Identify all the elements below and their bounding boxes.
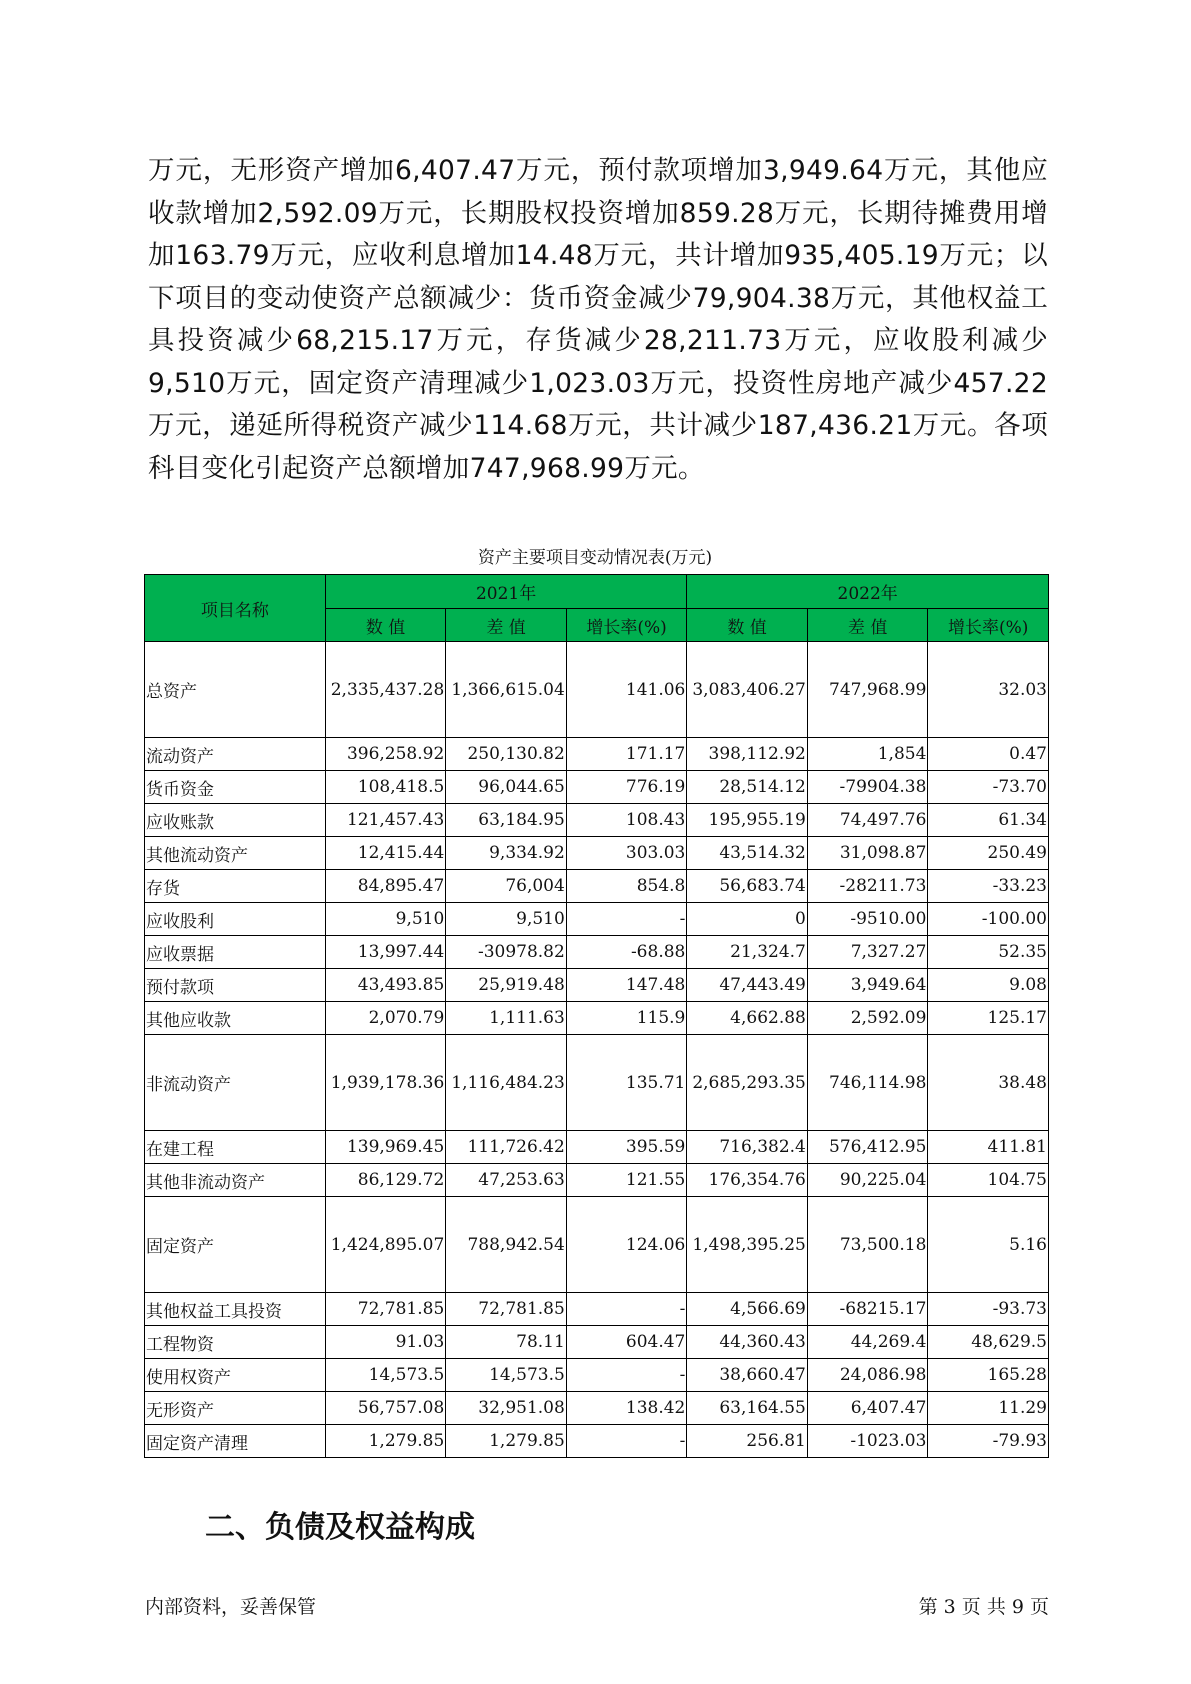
cell-value-2021: 56,757.08 xyxy=(325,1392,446,1425)
cell-diff-2021: 47,253.63 xyxy=(446,1164,567,1197)
cell-diff-2022: 24,086.98 xyxy=(807,1359,928,1392)
cell-rate-2022: 125.17 xyxy=(928,1002,1049,1035)
cell-value-2021: 14,573.5 xyxy=(325,1359,446,1392)
cell-rate-2021: 171.17 xyxy=(566,738,687,771)
cell-diff-2021: 76,004 xyxy=(446,870,567,903)
row-item-name: 其他权益工具投资 xyxy=(145,1293,326,1326)
row-item-name: 应收股利 xyxy=(145,903,326,936)
cell-diff-2021: 1,116,484.23 xyxy=(446,1035,567,1131)
cell-value-2022: 398,112.92 xyxy=(687,738,808,771)
header-value-2022: 数 值 xyxy=(687,609,808,642)
cell-rate-2022: -33.23 xyxy=(928,870,1049,903)
cell-diff-2022: -9510.00 xyxy=(807,903,928,936)
asset-change-table xyxy=(144,574,1049,1458)
cell-rate-2021: 108.43 xyxy=(566,804,687,837)
table-row xyxy=(145,1425,1049,1458)
row-item-name: 其他流动资产 xyxy=(145,837,326,870)
cell-rate-2022: -100.00 xyxy=(928,903,1049,936)
row-item-name: 固定资产 xyxy=(145,1197,326,1293)
table-row xyxy=(145,1164,1049,1197)
table-row xyxy=(145,936,1049,969)
cell-rate-2021: 141.06 xyxy=(566,642,687,738)
cell-diff-2021: 32,951.08 xyxy=(446,1392,567,1425)
cell-diff-2022: 747,968.99 xyxy=(807,642,928,738)
header-diff-2021: 差 值 xyxy=(446,609,567,642)
body-paragraph: 万元，无形资产增加6,407.47万元，预付款项增加3,949.64万元，其他应收款增加2,592.09万元，长期股权投资增加859.28万元，长期待摊费用增加163.79万元，应收利息增加14.48万元，共计增加935,405.19万元；以下项目的变动使资产总额减少：货币资金减少79,904.38万元，其他权益工具投资减少68,215.17万元，存货减少28,211.73万元，应收股利减少9,510万元，固定资产清理减少1,023.03万元，投资性房地产减少457.22万元，递延所得税资产减少114.68万元，共计减少187,436.21万元。各项科目变化引起资产总额增加747,968.99万元。 xyxy=(148,155,1048,484)
row-item-name: 应收票据 xyxy=(145,936,326,969)
table-row xyxy=(145,1131,1049,1164)
table-row xyxy=(145,642,1049,738)
cell-rate-2022: 5.16 xyxy=(928,1197,1049,1293)
header-value-2021: 数 值 xyxy=(325,609,446,642)
cell-diff-2021: 788,942.54 xyxy=(446,1197,567,1293)
header-rate-2022: 增长率(%) xyxy=(928,609,1049,642)
cell-diff-2021: 78.11 xyxy=(446,1326,567,1359)
cell-rate-2022: -73.70 xyxy=(928,771,1049,804)
cell-rate-2022: 38.48 xyxy=(928,1035,1049,1131)
cell-rate-2021: 124.06 xyxy=(566,1197,687,1293)
row-item-name: 流动资产 xyxy=(145,738,326,771)
cell-diff-2022: -68215.17 xyxy=(807,1293,928,1326)
cell-value-2021: 2,070.79 xyxy=(325,1002,446,1035)
cell-rate-2022: -79.93 xyxy=(928,1425,1049,1458)
table-row xyxy=(145,1293,1049,1326)
cell-rate-2021: -68.88 xyxy=(566,936,687,969)
cell-value-2021: 13,997.44 xyxy=(325,936,446,969)
cell-value-2022: 0 xyxy=(687,903,808,936)
cell-value-2021: 91.03 xyxy=(325,1326,446,1359)
row-item-name: 预付款项 xyxy=(145,969,326,1002)
cell-value-2022: 56,683.74 xyxy=(687,870,808,903)
cell-diff-2022: -79904.38 xyxy=(807,771,928,804)
cell-value-2022: 47,443.49 xyxy=(687,969,808,1002)
table-row xyxy=(145,771,1049,804)
cell-value-2021: 1,424,895.07 xyxy=(325,1197,446,1293)
row-item-name: 使用权资产 xyxy=(145,1359,326,1392)
cell-diff-2021: 96,044.65 xyxy=(446,771,567,804)
cell-value-2022: 63,164.55 xyxy=(687,1392,808,1425)
table-row xyxy=(145,804,1049,837)
table-row xyxy=(145,1197,1049,1293)
cell-rate-2021: - xyxy=(566,1293,687,1326)
header-item-name: 项目名称 xyxy=(145,575,326,642)
cell-rate-2022: 11.29 xyxy=(928,1392,1049,1425)
cell-value-2022: 44,360.43 xyxy=(687,1326,808,1359)
cell-diff-2022: 74,497.76 xyxy=(807,804,928,837)
cell-rate-2021: 115.9 xyxy=(566,1002,687,1035)
cell-diff-2022: 3,949.64 xyxy=(807,969,928,1002)
cell-value-2021: 72,781.85 xyxy=(325,1293,446,1326)
cell-rate-2021: - xyxy=(566,903,687,936)
header-rate-2021: 增长率(%) xyxy=(566,609,687,642)
cell-diff-2021: 250,130.82 xyxy=(446,738,567,771)
cell-diff-2021: 1,366,615.04 xyxy=(446,642,567,738)
cell-value-2022: 195,955.19 xyxy=(687,804,808,837)
cell-rate-2021: 854.8 xyxy=(566,870,687,903)
row-item-name: 固定资产清理 xyxy=(145,1425,326,1458)
cell-rate-2021: 776.19 xyxy=(566,771,687,804)
cell-diff-2022: 2,592.09 xyxy=(807,1002,928,1035)
cell-rate-2021: 604.47 xyxy=(566,1326,687,1359)
cell-rate-2021: 395.59 xyxy=(566,1131,687,1164)
cell-rate-2022: 250.49 xyxy=(928,837,1049,870)
table-row xyxy=(145,1359,1049,1392)
cell-value-2022: 4,662.88 xyxy=(687,1002,808,1035)
cell-value-2021: 84,895.47 xyxy=(325,870,446,903)
table-row xyxy=(145,837,1049,870)
cell-diff-2022: 746,114.98 xyxy=(807,1035,928,1131)
header-diff-2022: 差 值 xyxy=(807,609,928,642)
cell-rate-2022: -93.73 xyxy=(928,1293,1049,1326)
cell-value-2021: 43,493.85 xyxy=(325,969,446,1002)
header-year-2021: 2021年 xyxy=(325,575,687,609)
table-row xyxy=(145,969,1049,1002)
cell-value-2021: 9,510 xyxy=(325,903,446,936)
cell-diff-2022: -28211.73 xyxy=(807,870,928,903)
row-item-name: 工程物资 xyxy=(145,1326,326,1359)
cell-value-2022: 256.81 xyxy=(687,1425,808,1458)
row-item-name: 货币资金 xyxy=(145,771,326,804)
cell-rate-2022: 32.03 xyxy=(928,642,1049,738)
header-year-2022: 2022年 xyxy=(687,575,1049,609)
cell-value-2022: 716,382.4 xyxy=(687,1131,808,1164)
cell-diff-2021: -30978.82 xyxy=(446,936,567,969)
cell-diff-2021: 1,279.85 xyxy=(446,1425,567,1458)
row-item-name: 总资产 xyxy=(145,642,326,738)
cell-value-2022: 2,685,293.35 xyxy=(687,1035,808,1131)
cell-diff-2022: 7,327.27 xyxy=(807,936,928,969)
cell-rate-2021: - xyxy=(566,1425,687,1458)
cell-rate-2021: 135.71 xyxy=(566,1035,687,1131)
cell-diff-2021: 111,726.42 xyxy=(446,1131,567,1164)
cell-rate-2022: 165.28 xyxy=(928,1359,1049,1392)
cell-value-2021: 121,457.43 xyxy=(325,804,446,837)
cell-rate-2022: 9.08 xyxy=(928,969,1049,1002)
cell-diff-2022: 6,407.47 xyxy=(807,1392,928,1425)
cell-value-2021: 12,415.44 xyxy=(325,837,446,870)
row-item-name: 无形资产 xyxy=(145,1392,326,1425)
cell-diff-2022: 90,225.04 xyxy=(807,1164,928,1197)
cell-rate-2021: - xyxy=(566,1359,687,1392)
cell-rate-2022: 411.81 xyxy=(928,1131,1049,1164)
cell-diff-2022: 73,500.18 xyxy=(807,1197,928,1293)
cell-value-2022: 4,566.69 xyxy=(687,1293,808,1326)
cell-value-2021: 2,335,437.28 xyxy=(325,642,446,738)
cell-rate-2022: 0.47 xyxy=(928,738,1049,771)
cell-diff-2021: 72,781.85 xyxy=(446,1293,567,1326)
cell-value-2021: 1,279.85 xyxy=(325,1425,446,1458)
cell-diff-2021: 14,573.5 xyxy=(446,1359,567,1392)
cell-diff-2022: 1,854 xyxy=(807,738,928,771)
cell-value-2022: 43,514.32 xyxy=(687,837,808,870)
row-item-name: 应收账款 xyxy=(145,804,326,837)
cell-rate-2022: 61.34 xyxy=(928,804,1049,837)
cell-diff-2022: 576,412.95 xyxy=(807,1131,928,1164)
cell-rate-2021: 147.48 xyxy=(566,969,687,1002)
cell-value-2021: 139,969.45 xyxy=(325,1131,446,1164)
cell-diff-2021: 1,111.63 xyxy=(446,1002,567,1035)
cell-value-2022: 28,514.12 xyxy=(687,771,808,804)
cell-value-2022: 38,660.47 xyxy=(687,1359,808,1392)
cell-value-2022: 176,354.76 xyxy=(687,1164,808,1197)
cell-rate-2021: 121.55 xyxy=(566,1164,687,1197)
cell-value-2022: 3,083,406.27 xyxy=(687,642,808,738)
table-row xyxy=(145,1392,1049,1425)
row-item-name: 在建工程 xyxy=(145,1131,326,1164)
row-item-name: 其他应收款 xyxy=(145,1002,326,1035)
row-item-name: 存货 xyxy=(145,870,326,903)
cell-value-2021: 108,418.5 xyxy=(325,771,446,804)
cell-value-2021: 86,129.72 xyxy=(325,1164,446,1197)
cell-value-2021: 396,258.92 xyxy=(325,738,446,771)
row-item-name: 其他非流动资产 xyxy=(145,1164,326,1197)
cell-rate-2022: 52.35 xyxy=(928,936,1049,969)
table-row xyxy=(145,870,1049,903)
cell-diff-2022: -1023.03 xyxy=(807,1425,928,1458)
table-row xyxy=(145,1326,1049,1359)
section-heading: 二、负债及权益构成 xyxy=(205,1510,475,1545)
cell-value-2022: 1,498,395.25 xyxy=(687,1197,808,1293)
cell-diff-2021: 63,184.95 xyxy=(446,804,567,837)
table-row xyxy=(145,738,1049,771)
cell-diff-2022: 31,098.87 xyxy=(807,837,928,870)
table-row xyxy=(145,1002,1049,1035)
cell-diff-2021: 9,334.92 xyxy=(446,837,567,870)
cell-rate-2022: 104.75 xyxy=(928,1164,1049,1197)
footer-confidential-note: 内部资料，妥善保管 xyxy=(145,1596,317,1618)
table-row xyxy=(145,1035,1049,1131)
cell-diff-2021: 25,919.48 xyxy=(446,969,567,1002)
cell-value-2022: 21,324.7 xyxy=(687,936,808,969)
table-caption: 资产主要项目变动情况表(万元) xyxy=(477,548,713,568)
cell-rate-2022: 48,629.5 xyxy=(928,1326,1049,1359)
cell-value-2021: 1,939,178.36 xyxy=(325,1035,446,1131)
cell-diff-2022: 44,269.4 xyxy=(807,1326,928,1359)
footer-page-number: 第 3 页 共 9 页 xyxy=(918,1596,1049,1618)
cell-rate-2021: 303.03 xyxy=(566,837,687,870)
cell-rate-2021: 138.42 xyxy=(566,1392,687,1425)
cell-diff-2021: 9,510 xyxy=(446,903,567,936)
table-row xyxy=(145,903,1049,936)
row-item-name: 非流动资产 xyxy=(145,1035,326,1131)
